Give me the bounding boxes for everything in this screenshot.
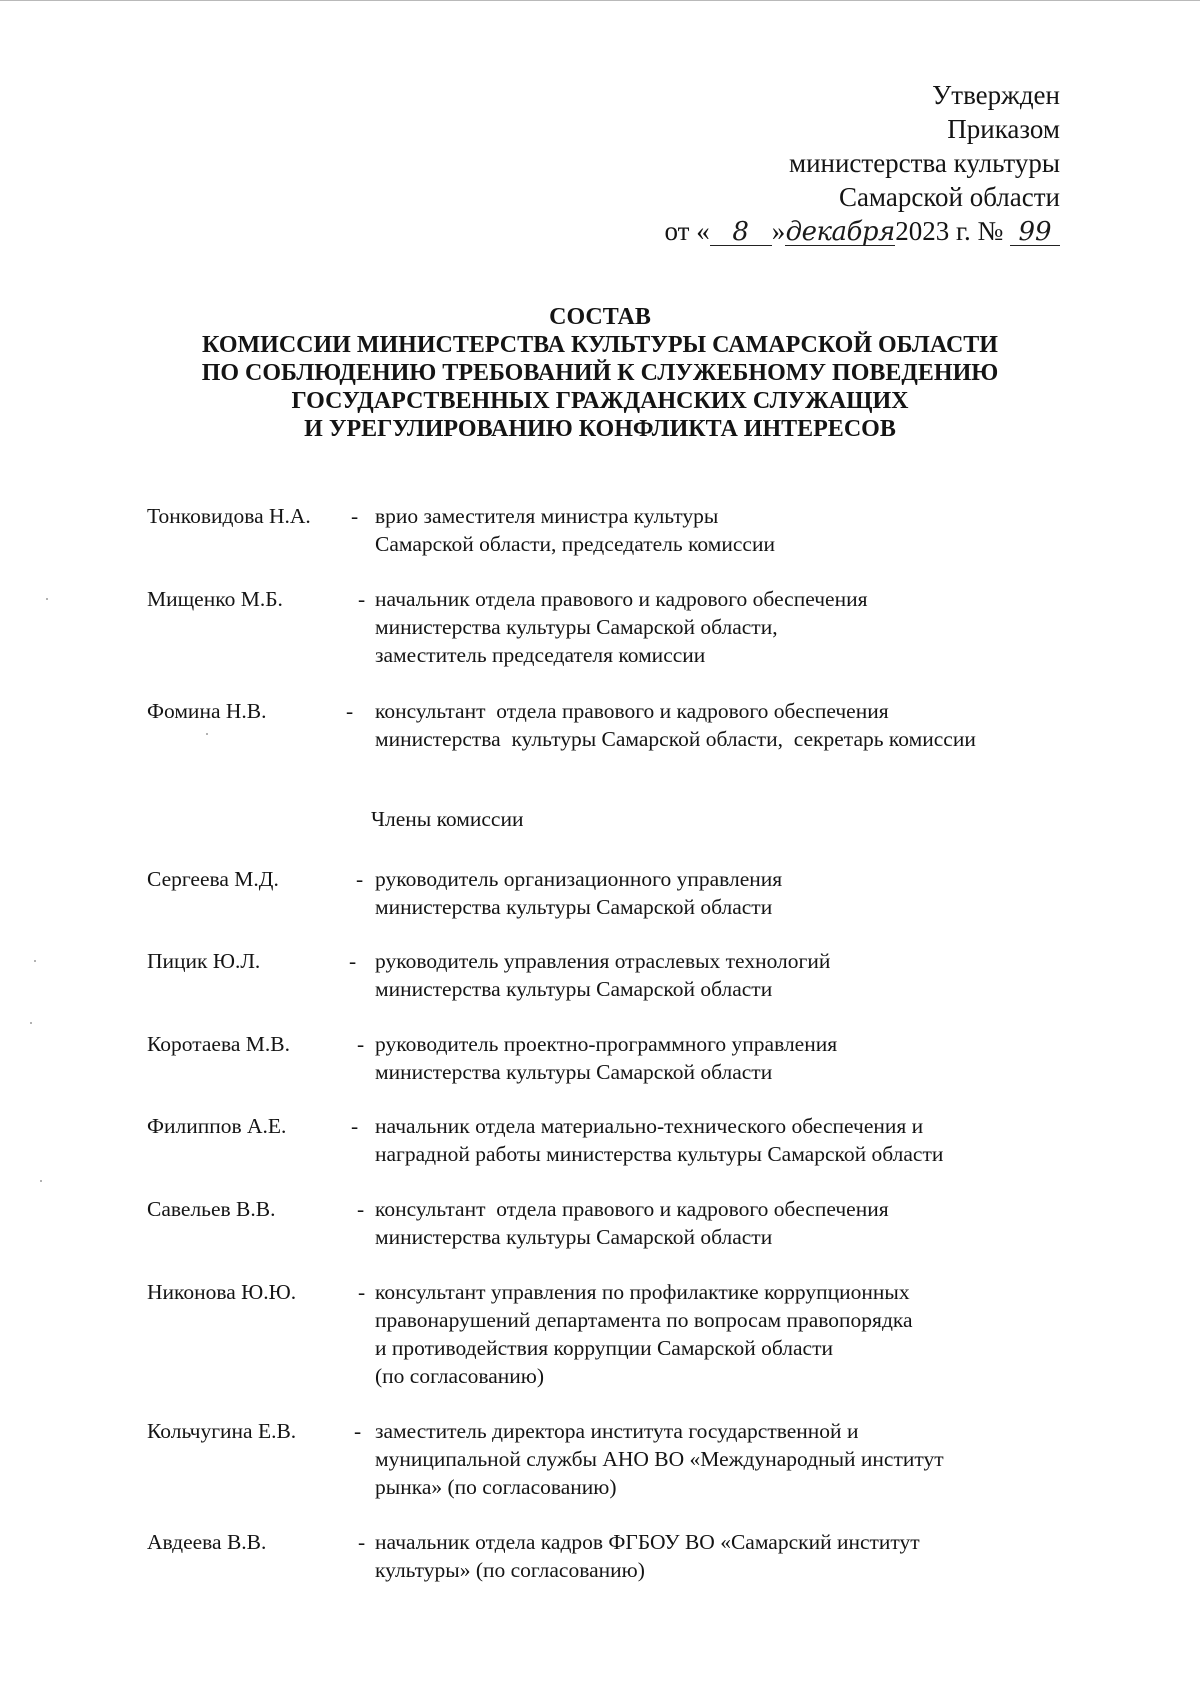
- entry-dash: -: [358, 1530, 366, 1554]
- scan-speck: [30, 1022, 32, 1024]
- member-role-line: культуры» (по согласованию): [375, 1558, 645, 1582]
- member-role-line: министерства культуры Самарской области: [375, 977, 773, 1001]
- member-role-line: министерства культуры Самарской области,: [375, 615, 778, 639]
- approval-line: Утвержден: [932, 80, 1060, 110]
- title-line: ПО СОБЛЮДЕНИЮ ТРЕБОВАНИЙ К СЛУЖЕБНОМУ ПОВЕДЕНИЮ: [201, 360, 999, 386]
- title-line: ГОСУДАРСТВЕННЫХ ГРАЖДАНСКИХ СЛУЖАЩИХ: [291, 388, 909, 414]
- entry-dash: -: [357, 1032, 365, 1056]
- members-heading: Члены комиссии: [371, 807, 524, 831]
- member-role: [375, 947, 830, 1003]
- approval-block: [665, 78, 1061, 248]
- date-mid: »: [771, 216, 786, 246]
- scan-speck: [34, 960, 36, 962]
- entry-dash: -: [357, 1197, 365, 1221]
- title-line: КОМИССИИ МИНИСТЕРСТВА КУЛЬТУРЫ САМАРСКОЙ ОБЛАСТИ: [202, 332, 998, 358]
- member-name: Коротаева М.В.: [147, 1032, 290, 1056]
- member-name: Филиппов А.Е.: [147, 1114, 287, 1138]
- member-name: Фомина Н.В.: [147, 699, 267, 723]
- date-year: 2023 г. №: [895, 216, 1004, 246]
- member-role-line: и противодействия коррупции Самарской области: [375, 1336, 833, 1360]
- handwritten-order-number: 99: [1010, 219, 1060, 246]
- member-name: Мищенко М.Б.: [147, 587, 283, 611]
- member-role-line: министерства культуры Самарской области: [375, 1225, 773, 1249]
- member-role-line: консультант отдела правового и кадрового обеспечения: [375, 699, 889, 723]
- member-role-line: рынка» (по согласованию): [375, 1475, 617, 1499]
- member-role: [375, 502, 775, 558]
- member-role-line: консультант управления по профилактике коррупционных: [375, 1280, 910, 1304]
- member-role-line: (по согласованию): [375, 1364, 545, 1388]
- member-name: Авдеева В.В.: [147, 1530, 267, 1554]
- member-role-line: консультант отдела правового и кадрового обеспечения: [375, 1197, 889, 1221]
- member-name: Сергеева М.Д.: [147, 867, 279, 891]
- approval-date-line: [665, 214, 1061, 248]
- member-role: [375, 1030, 837, 1086]
- approval-line: Самарской области: [838, 182, 1060, 212]
- member-role: [375, 1112, 943, 1168]
- member-name: Пицик Ю.Л.: [147, 949, 261, 973]
- entry-dash: -: [358, 1280, 366, 1304]
- member-role: [375, 1278, 913, 1390]
- member-role-line: Самарской области, председатель комиссии: [375, 532, 775, 556]
- member-name: Кольчугина Е.В.: [147, 1419, 297, 1443]
- document-title: [0, 303, 1200, 443]
- member-role: [375, 585, 867, 669]
- member-role: [375, 697, 976, 753]
- member-role: [375, 1195, 889, 1251]
- member-role-line: начальник отдела материально-технического обеспечения и: [375, 1114, 924, 1138]
- entry-dash: -: [346, 699, 354, 723]
- handwritten-day: 8: [710, 219, 772, 246]
- date-prefix: от «: [664, 216, 710, 246]
- scan-speck: [40, 1180, 42, 1182]
- entry-dash: -: [356, 867, 364, 891]
- member-role-line: министерства культуры Самарской области: [375, 895, 773, 919]
- member-role-line: заместитель директора института государственной и: [375, 1419, 859, 1443]
- entry-dash: -: [354, 1419, 362, 1443]
- member-role-line: правонарушений департамента по вопросам правопорядка: [375, 1308, 913, 1332]
- member-role-line: врио заместителя министра культуры: [375, 504, 719, 528]
- member-role-line: начальник отдела правового и кадрового обеспечения: [375, 587, 868, 611]
- member-name: Тонковидова Н.А.: [147, 504, 311, 528]
- page-top-border: [0, 0, 1200, 1]
- member-role-line: руководитель организационного управления: [375, 867, 783, 891]
- member-role-line: министерства культуры Самарской области: [375, 1060, 773, 1084]
- approval-line: Приказом: [947, 114, 1060, 144]
- approval-line: министерства культуры: [788, 148, 1060, 178]
- member-role-line: наградной работы министерства культуры Самарской области: [375, 1142, 944, 1166]
- handwritten-month: декабря: [785, 217, 895, 247]
- member-role: [375, 865, 782, 921]
- entry-dash: -: [351, 504, 359, 528]
- entry-dash: -: [358, 587, 366, 611]
- member-role: [375, 1528, 920, 1584]
- member-role-line: заместитель председателя комиссии: [375, 643, 706, 667]
- member-role-line: руководитель управления отраслевых технологий: [375, 949, 831, 973]
- member-name: Савельев В.В.: [147, 1197, 276, 1221]
- member-role-line: министерства культуры Самарской области, секретарь комиссии: [375, 727, 976, 751]
- scan-speck: [46, 598, 48, 600]
- title-line: И УРЕГУЛИРОВАНИЮ КОНФЛИКТА ИНТЕРЕСОВ: [304, 416, 896, 442]
- member-role-line: руководитель проектно-программного управления: [375, 1032, 838, 1056]
- member-role-line: начальник отдела кадров ФГБОУ ВО «Самарский институт: [375, 1530, 920, 1554]
- entry-dash: -: [349, 949, 357, 973]
- member-name: Никонова Ю.Ю.: [147, 1280, 297, 1304]
- entry-dash: -: [351, 1114, 359, 1138]
- member-role-line: муниципальной службы АНО ВО «Международный институт: [375, 1447, 944, 1471]
- title-line: СОСТАВ: [549, 304, 651, 330]
- scan-speck: [206, 733, 208, 735]
- member-role: [375, 1417, 944, 1501]
